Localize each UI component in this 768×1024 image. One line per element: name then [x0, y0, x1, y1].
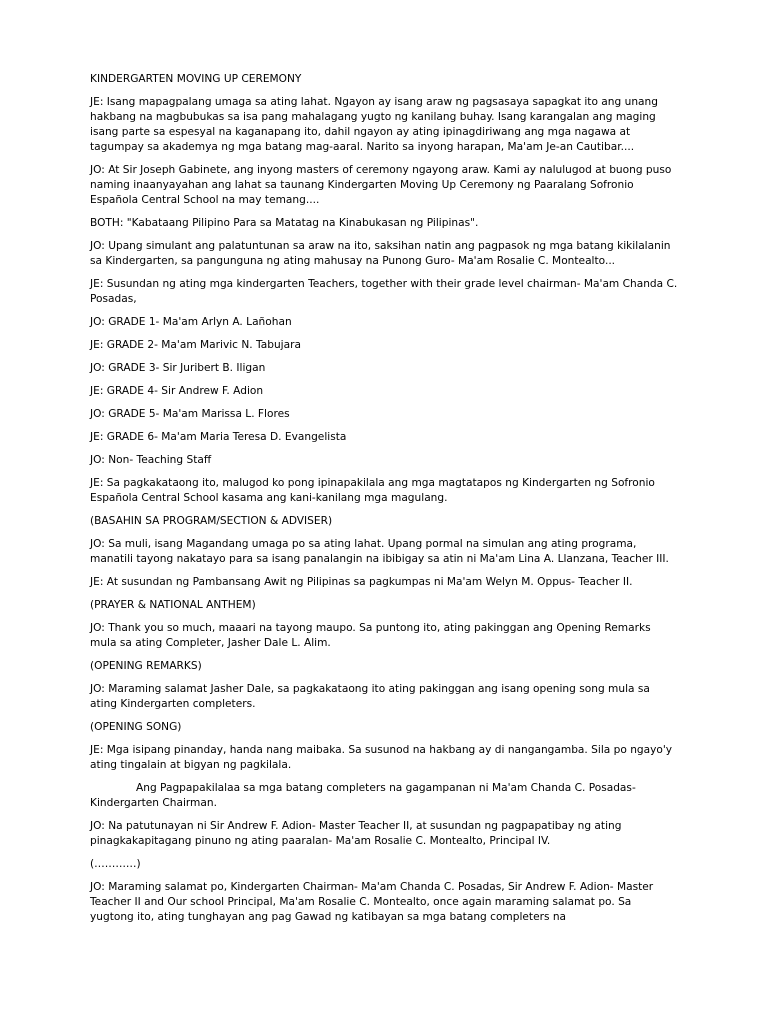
- script-line-grade-2: JE: GRADE 2- Ma'am Marivic N. Tabujara: [90, 339, 301, 351]
- script-line-presentation: Ang Pagpapakilalaa sa mga batang completers na gagampanan ni Ma'am Chanda C. Posadas- Kindergarten Chairman.: [90, 782, 636, 809]
- script-line-je-recognition: JE: Mga isipang pinanday, handa nang maibaka. Sa susunod na hakbang ay di nangangamba. Sila po ngayo'y ating tingalain at bigyan ng pagkilala.: [90, 744, 673, 771]
- script-line-grade-5: JO: GRADE 5- Ma'am Marissa L. Flores: [90, 408, 290, 420]
- script-line-jo-prayer: JO: Sa muli, isang Magandang umaga po sa ating lahat. Upang pormal na simulan ang ating programa, manatili tayong nakatayo para sa isang panalangin na ibibigay sa atin ni Ma'am Lina A. Llanzana, Teacher III.: [90, 538, 669, 565]
- script-line-je-opening: JE: Isang mapagpalang umaga sa ating lahat. Ngayon ay isang araw ng pagsasaya sapagkat ito ang unang hakbang na magbubukas sa isa pang mahalagang yugto ng kanilang buhay. Isang karangalan ang maging isang parte sa espesyal na kaganapang ito, dahil ngayon ay ating ipinagdiriwang ang mga nagawa at tagumpay sa akademya ng mga batang mag-aaral. Narito sa inyong harapan, Ma'am Je-an Cautibar....: [90, 96, 658, 153]
- script-line-je-teachers: JE: Susundan ng ating mga kindergarten Teachers, together with their grade level chairman- Ma'am Chanda C. Posadas,: [90, 278, 678, 305]
- script-line-jo-thanks: JO: Maraming salamat po, Kindergarten Chairman- Ma'am Chanda C. Posadas, Sir Andrew F. Adion- Master Teacher II and Our school Principal, Ma'am Rosalie C. Montealto, once again maraming salamat po. Sa yugtong ito, ating tunghayan ang pag Gawad ng katibayan sa mga batang completers na: [90, 881, 654, 923]
- stage-direction-opening-song: (OPENING SONG): [90, 721, 182, 733]
- script-line-jo-confirmation: JO: Na patutunayan ni Sir Andrew F. Adion- Master Teacher II, at susundan ng pagpapatibay ng ating pinagkakapitagang pinuno ng ating paaralan- Ma'am Rosalie C. Montealto, Principal IV.: [90, 820, 622, 847]
- script-line-non-teaching: JO: Non- Teaching Staff: [90, 454, 212, 466]
- stage-direction-ellipsis: (…………): [90, 858, 141, 870]
- script-line-grade-3: JO: GRADE 3- Sir Juribert B. Iligan: [90, 362, 266, 374]
- script-line-je-anthem: JE: At susundan ng Pambansang Awit ng Pilipinas sa pagkumpas ni Ma'am Welyn M. Oppus- Teacher II.: [90, 576, 633, 588]
- script-line-grade-1: JO: GRADE 1- Ma'am Arlyn A. Lañohan: [90, 316, 292, 328]
- script-line-grade-6: JE: GRADE 6- Ma'am Maria Teresa D. Evangelista: [90, 431, 347, 443]
- script-line-jo-intro: JO: At Sir Joseph Gabinete, ang inyong masters of ceremony ngayong araw. Kami ay nalulugod at buong puso naming inaanyayahan ang lahat sa taunang Kindergarten Moving Up Ceremony ng Paaralang Sofronio Española Central School na may temang....: [90, 164, 672, 206]
- stage-direction-opening-remarks: (OPENING REMARKS): [90, 660, 202, 672]
- script-line-jo-opening-remarks: JO: Thank you so much, maaari na tayong maupo. Sa puntong ito, ating pakinggan ang Opening Remarks mula sa ating Completer, Jasher Dale L. Alim.: [90, 622, 651, 649]
- document-title: KINDERGARTEN MOVING UP CEREMONY: [90, 73, 302, 85]
- script-line-jo-entrance: JO: Upang simulant ang palatuntunan sa araw na ito, saksihan natin ang pagpasok ng mga batang kikilalanin sa Kindergarten, sa pangunguna ng ating mahusay na Punong Guro- Ma'am Rosalie C. Montealto...: [90, 240, 671, 267]
- script-line-grade-4: JE: GRADE 4- Sir Andrew F. Adion: [90, 385, 264, 397]
- script-line-jo-opening-song: JO: Maraming salamat Jasher Dale, sa pagkakataong ito ating pakinggan ang isang opening song mula sa ating Kindergarten completers.: [90, 683, 650, 710]
- stage-direction-program: (BASAHIN SA PROGRAM/SECTION & ADVISER): [90, 515, 333, 527]
- stage-direction-prayer-anthem: (PRAYER & NATIONAL ANTHEM): [90, 599, 256, 611]
- script-line-both-theme: BOTH: "Kabataang Pilipino Para sa Matatag na Kinabukasan ng Pilipinas".: [90, 217, 479, 229]
- script-line-je-graduates: JE: Sa pagkakataong ito, malugod ko pong ipinapakilala ang mga magtatapos ng Kindergarten ng Sofronio Española Central School kasama ang kani-kanilang mga magulang.: [90, 477, 655, 504]
